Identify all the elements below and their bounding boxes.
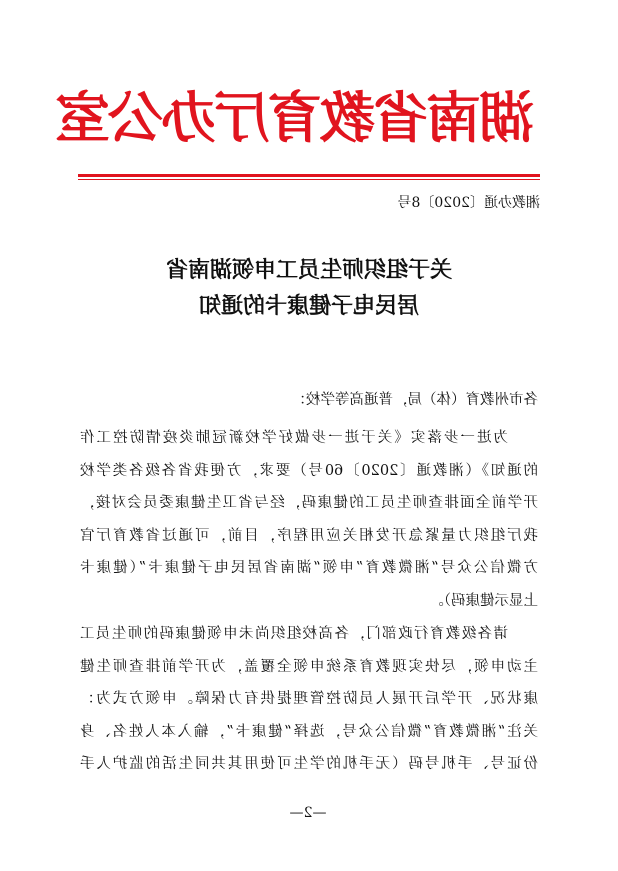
paragraph-line: 开学前全面排查师生员工的健康码，经与省卫生健康委员会对接， xyxy=(80,495,538,512)
header-rule-thick xyxy=(78,174,540,177)
paragraph-line: 康状况、开学后开展人员防控管理提供有力保障。申领方式为： xyxy=(80,691,538,708)
org-title: 湖南省教育厅办公室 xyxy=(56,85,534,150)
paragraph-line: 份证号、手机号码（无手机的学生可使用其共同生活的监护人手 xyxy=(80,756,538,773)
paragraph-line: 请各级教育行政部门，各高校组织尚未申领健康码的师生员工 xyxy=(80,626,508,642)
paragraph-1 xyxy=(80,422,538,618)
paragraph-line: 的通知》（湘教通〔2020〕60号）要求，方便我省各级各类学校 xyxy=(80,462,538,479)
addressee: 各市州教育（体）局，普通高等学校： xyxy=(291,392,538,408)
paragraph-line: 我厅组织力量紧急开发相关应用程序，目前，可通过省教育厅官 xyxy=(80,527,538,544)
paragraph-line: 为进一步落实《关于进一步做好学校新冠肺炎疫情防控工作 xyxy=(80,430,508,446)
doc-number: 湘教办通〔2020〕8号 xyxy=(397,195,540,211)
paragraph-line: 主动申领，尽快实现教育系统申领全覆盖，为开学前排查师生健 xyxy=(80,658,538,675)
paragraph-line: 方微信公众号“湘微教育”申领“湖南省居民电子健康卡”（健康卡 xyxy=(80,560,538,577)
header-rule-thin xyxy=(78,179,540,180)
paragraph-line: 上显示健康码）。 xyxy=(429,592,538,609)
paragraph-line: 关注“湘微教育”微信公众号，选择“健康卡”，输入本人姓名、身 xyxy=(80,723,538,740)
paragraph-2 xyxy=(80,618,538,781)
doc-title-line-1: 关于组织师生员工申领湖南省 xyxy=(166,258,453,283)
doc-title-line-2: 居民电子健康卡的通知 xyxy=(199,294,420,319)
page-number: —2— xyxy=(289,805,327,821)
